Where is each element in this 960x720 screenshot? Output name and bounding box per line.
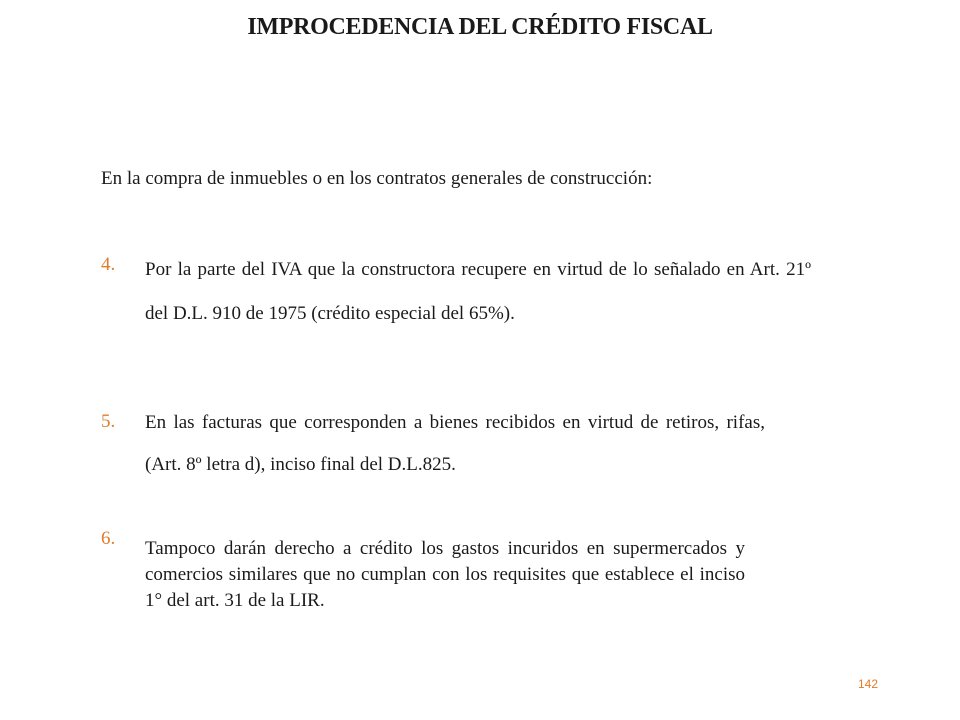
item-text-4: Por la parte del IVA que la constructora recupere en virtud de lo señalado en Art. 21º del D.L. 910 de 1975 (crédito especial del 65%). <box>145 259 811 324</box>
item-number-5: 5. <box>101 411 116 432</box>
item-text-6: Tampoco darán derecho a crédito los gastos incuridos en supermercados y comercios similares que no cumplan con los requisites que establece el inciso 1° del art. 31 de la LIR. <box>145 538 745 611</box>
page-number: 142 <box>858 677 879 691</box>
intro-paragraph: En la compra de inmuebles o en los contratos generales de construcción: <box>101 168 653 189</box>
item-text-5: En las facturas que corresponden a bienes recibidos en virtud de retiros, rifas, (Art. 8º letra d), inciso final del D.L.825. <box>145 412 765 475</box>
item-number-4: 4. <box>101 254 116 275</box>
page-title: IMPROCEDENCIA DEL CRÉDITO FISCAL <box>247 14 713 40</box>
item-number-6: 6. <box>101 528 116 549</box>
